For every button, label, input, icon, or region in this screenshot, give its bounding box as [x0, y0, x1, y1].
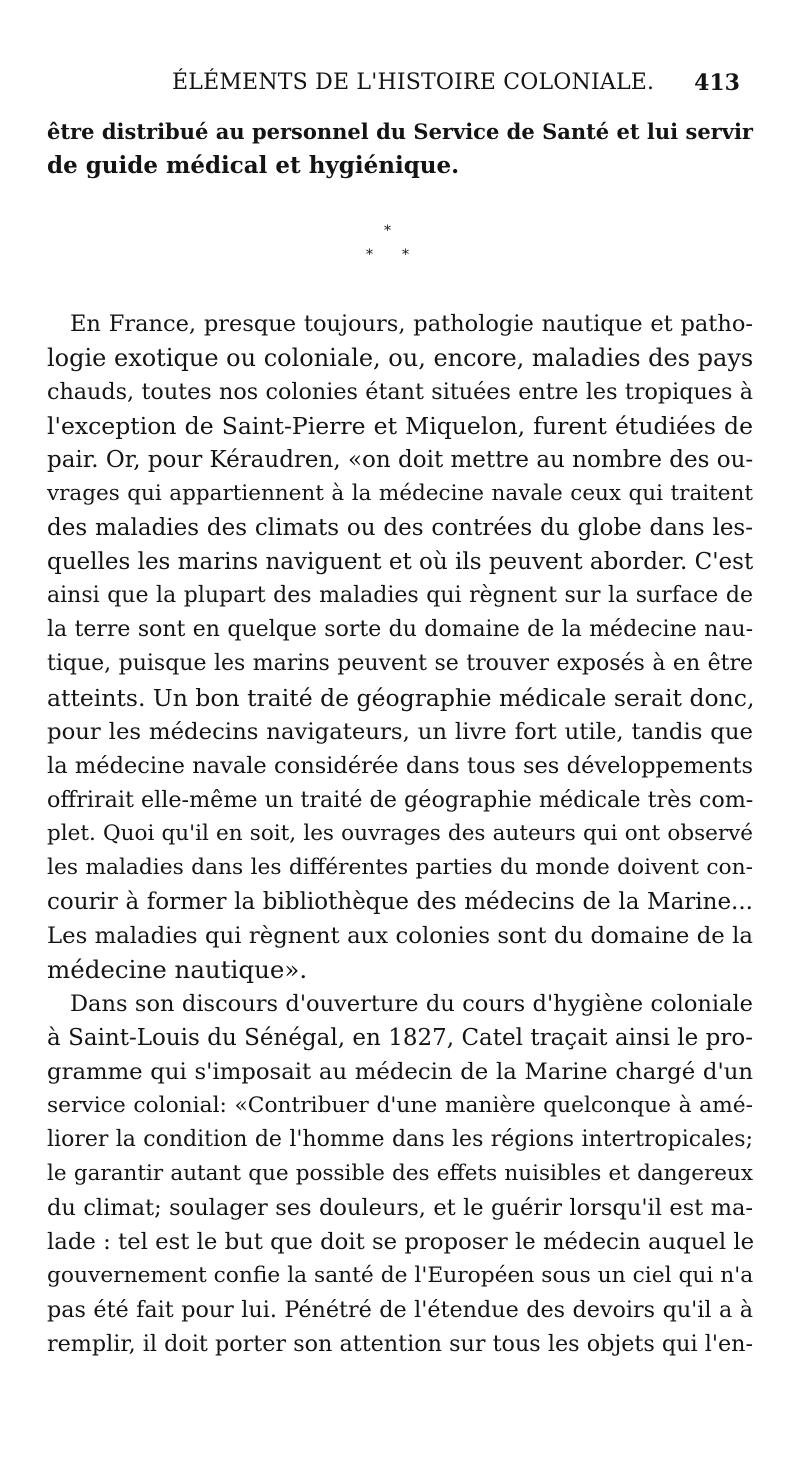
text-line: être distribué au personnel du Service de Santé et lui servir: [47, 119, 753, 144]
text-line: du climat; soulager ses douleurs, et le guérir lorsqu'il est ma-: [47, 1195, 753, 1221]
text-line: En France, presque toujours, pathologie nautique et patho-: [70, 311, 753, 337]
text-line: liorer la condition de l'homme dans les régions intertropicales;: [47, 1127, 753, 1152]
text-line: quelles les marins naviguent et où ils peuvent aborder. C'est: [47, 549, 754, 575]
text-line: de guide médical et hygiénique.: [47, 152, 460, 179]
asterism-star: *: [366, 247, 373, 263]
text-line: chauds, toutes nos colonies étant situées entre les tropiques à: [47, 379, 753, 405]
text-line: courir à former la bibliothèque des médecins de la Marine...: [47, 889, 753, 915]
text-line: offrirait elle-même un traité de géographie médicale très com-: [47, 787, 754, 813]
text-line: Les maladies qui règnent aux colonies sont du domaine de la: [47, 923, 753, 949]
text-line: lade : tel est le but que doit se proposer le médecin auquel le: [47, 1229, 755, 1255]
text-line: pas été fait pour lui. Pénétré de l'étendue des devoirs qu'il a à: [47, 1297, 753, 1323]
running-title: ÉLÉMENTS DE L'HISTOIRE COLONIALE.: [172, 70, 655, 95]
text-line: les maladies dans les différentes parties du monde doivent con-: [47, 855, 753, 880]
text-line: gramme qui s'imposait au médecin de la Marine chargé d'un: [47, 1059, 753, 1085]
text-line: pour les médecins navigateurs, un livre fort utile, tandis que: [47, 719, 753, 745]
asterism-star: *: [384, 223, 391, 239]
asterism-divider: [360, 222, 420, 272]
text-line: logie exotique ou coloniale, ou, encore, maladies des pays: [47, 344, 754, 372]
text-line: médecine nautique».: [47, 955, 308, 984]
text-line: Dans son discours d'ouverture du cours d'hygiène coloniale: [70, 991, 753, 1017]
text-line: ainsi que la plupart des maladies qui règnent sur la surface de: [47, 583, 753, 608]
page-number: 413: [694, 70, 740, 96]
text-line: gouvernement confie la santé de l'Européen sous un ciel qui n'a: [47, 1263, 754, 1288]
text-line: l'exception de Saint-Pierre et Miquelon, furent étudiées de: [47, 412, 753, 440]
text-line: la médecine navale considérée dans tous ses développements: [47, 753, 753, 779]
text-line: la terre sont en quelque sorte du domaine de la médecine nau-: [47, 617, 753, 642]
text-line: remplir, il doit porter son attention sur tous les objets qui l'en-: [47, 1331, 753, 1357]
text-line: des maladies des climats ou des contrées du globe dans les-: [47, 515, 753, 541]
text-line: pair. Or, pour Kéraudren, «on doit mettre au nombre des ou-: [47, 447, 754, 473]
running-head: [0, 70, 800, 102]
text-line: tique, puisque les marins peuvent se trouver exposés à en être: [47, 651, 753, 676]
asterism-star: *: [402, 247, 409, 263]
text-line: service colonial: «Contribuer d'une manière quelconque à amé-: [47, 1093, 753, 1118]
text-line: à Saint-Louis du Sénégal, en 1827, Catel traçait ainsi le pro-: [47, 1025, 753, 1051]
text-line: plet. Quoi qu'il en soit, les ouvrages des auteurs qui ont observé: [47, 821, 753, 846]
text-line: vrages qui appartiennent à la médecine navale ceux qui traitent: [47, 481, 753, 506]
text-line: atteints. Un bon traité de géographie médicale serait donc,: [47, 684, 755, 712]
text-line: le garantir autant que possible des effets nuisibles et dangereux: [47, 1161, 753, 1186]
